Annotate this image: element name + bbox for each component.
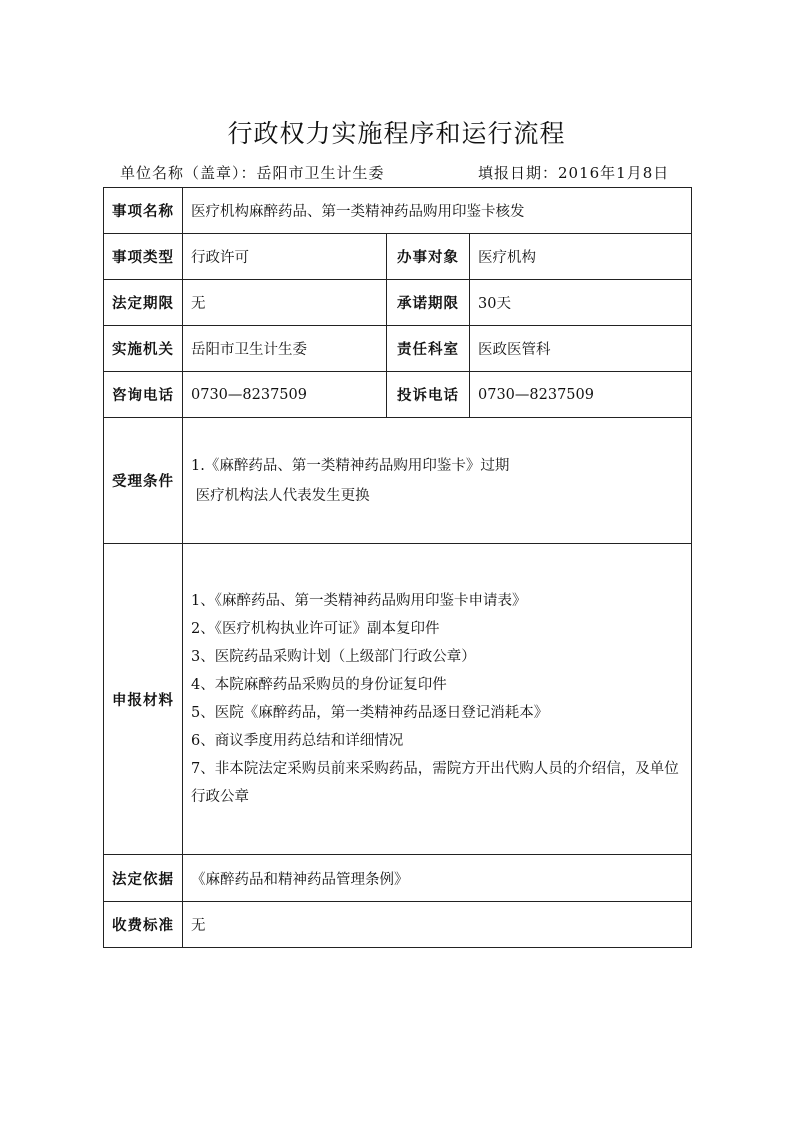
value-materials [183, 544, 692, 855]
row-agency [104, 326, 692, 372]
label-complaint-phone: 投诉电话 [387, 372, 470, 418]
value-item-name: 医疗机构麻醉药品、第一类精神药品购用印鉴卡核发 [183, 188, 692, 234]
fill-date: 填报日期：2016年1月8日 [478, 164, 670, 182]
row-item-type [104, 234, 692, 280]
label-promised-period: 承诺期限 [387, 280, 470, 326]
unit-name: 单位名称（盖章）：岳阳市卫生计生委 [120, 164, 385, 182]
info-table [103, 187, 692, 948]
label-item-type: 事项类型 [104, 234, 183, 280]
value-promised-period: 30天 [470, 280, 692, 326]
value-conditions [183, 418, 692, 544]
label-consult-phone: 咨询电话 [104, 372, 183, 418]
material-line: 3、医院药品采购计划（上级部门行政公章） [191, 649, 476, 665]
label-item-name: 事项名称 [104, 188, 183, 234]
value-consult-phone: 0730—8237509 [183, 372, 387, 418]
value-fee: 无 [183, 902, 692, 948]
row-legal-basis [104, 855, 692, 902]
label-legal-basis: 法定依据 [104, 855, 183, 902]
value-legal-period: 无 [183, 280, 387, 326]
value-legal-basis: 《麻醉药品和精神药品管理条例》 [183, 855, 692, 902]
label-legal-period: 法定期限 [104, 280, 183, 326]
material-line: 2、《医疗机构执业许可证》副本复印件 [191, 621, 440, 637]
document-title: 行政权力实施程序和运行流程 [227, 119, 566, 148]
row-conditions [104, 418, 692, 544]
label-conditions: 受理条件 [104, 418, 183, 544]
value-department: 医政医管科 [470, 326, 692, 372]
label-agency: 实施机关 [104, 326, 183, 372]
condition-line: 1.《麻醉药品、第一类精神药品购用印鉴卡》过期 [191, 457, 510, 474]
label-target: 办事对象 [387, 234, 470, 280]
label-materials: 申报材料 [104, 544, 183, 855]
value-item-type: 行政许可 [183, 234, 387, 280]
row-period [104, 280, 692, 326]
row-fee [104, 902, 692, 948]
value-target: 医疗机构 [470, 234, 692, 280]
label-department: 责任科室 [387, 326, 470, 372]
material-line: 5、医院《麻醉药品，第一类精神药品逐日登记消耗本》 [191, 705, 549, 721]
row-materials [104, 544, 692, 855]
material-line: 1、《麻醉药品、第一类精神药品购用印鉴卡申请表》 [191, 593, 527, 609]
value-complaint-phone: 0730—8237509 [470, 372, 692, 418]
material-line: 6、商议季度用药总结和详细情况 [191, 733, 404, 749]
value-agency: 岳阳市卫生计生委 [183, 326, 387, 372]
row-item-name [104, 188, 692, 234]
material-line: 4、本院麻醉药品采购员的身份证复印件 [191, 677, 447, 693]
material-line: 7、非本院法定采购员前来采购药品，需院方开出代购人员的介绍信，及单位行政公章 [191, 761, 679, 805]
row-phone [104, 372, 692, 418]
label-fee: 收费标准 [104, 902, 183, 948]
condition-line: 医疗机构法人代表发生更换 [191, 487, 370, 504]
